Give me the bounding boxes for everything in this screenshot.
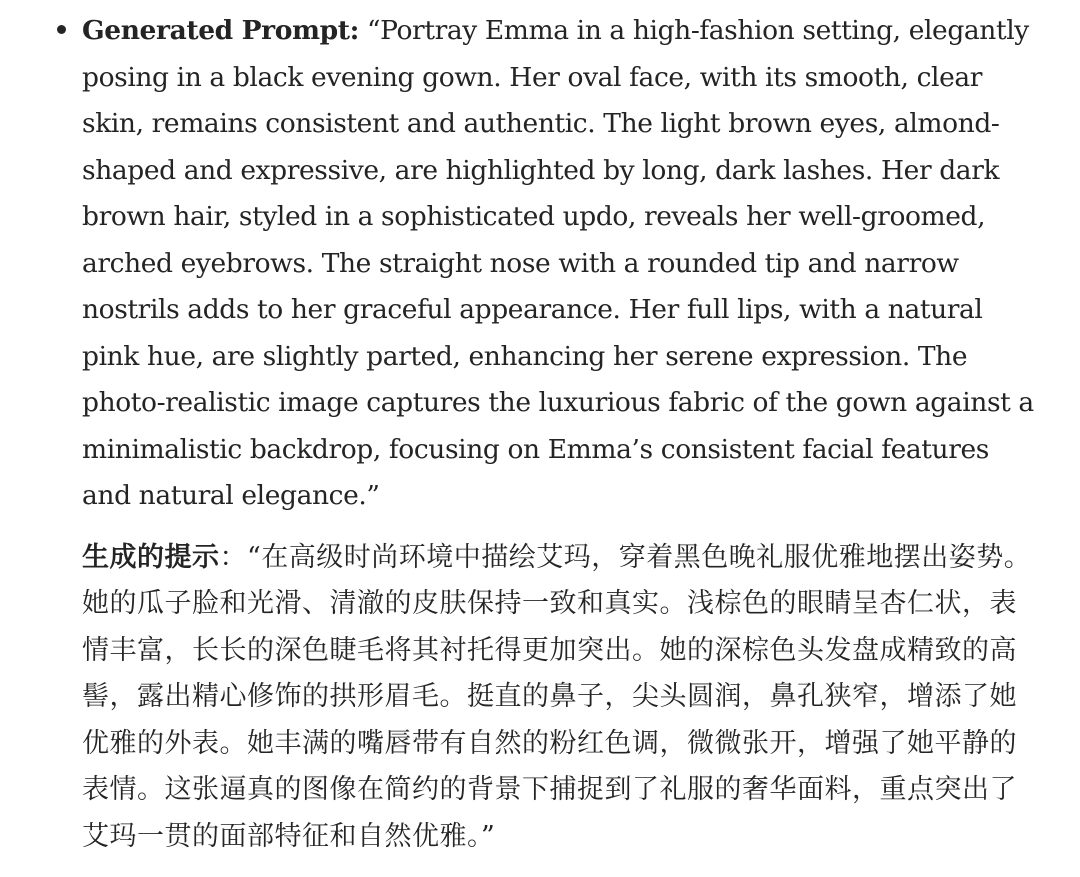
chinese-prompt-label: 生成的提示	[82, 541, 220, 573]
english-prompt-text: “Portray Emma in a high-fashion setting, elegantly posing in a black evening gown. Her oval face, with its smooth, clear skin, remains consistent and authentic. The light brown eyes, almond-shaped and expressive, are highlighted by long, dark lashes. Her dark brown hair, styled in a sophisticated updo, reveals her well-groomed, arched eyebrows. The straight nose with a rounded tip and narrow nostrils adds to her graceful appearance. Her full lips, with a natural pink hue, are slightly parted, enhancing her serene expression. The photo-realistic image captures the luxurious fabric of the gown against a minimalistic backdrop, focusing on Emma’s consistent facial features and natural elegance.”	[82, 15, 1034, 511]
english-prompt-paragraph	[82, 8, 1042, 520]
chinese-prompt-text: ：“在高级时尚环境中描绘艾玛，穿着黑色晚礼服优雅地摆出姿势。她的瓜子脸和光滑、清澈的皮肤保持一致和真实。浅棕色的眼睛呈杏仁状，表情丰富，长长的深色睫毛将其衬托得更加突出。她的深棕色头发盘成精致的高髻，露出精心修饰的拱形眉毛。挺直的鼻子，尖头圆润，鼻孔狭窄，增添了她优雅的外表。她丰满的嘴唇带有自然的粉红色调，微微张开，增强了她平静的表情。这张逼真的图像在简约的背景下捕捉到了礼服的奢华面料，重点突出了艾玛一贯的面部特征和自然优雅。”	[82, 541, 1032, 852]
list-bullet	[57, 25, 66, 34]
prompt-entry	[82, 8, 1042, 860]
english-prompt-label: Generated Prompt:	[82, 15, 359, 46]
chinese-prompt-paragraph	[82, 535, 1042, 861]
